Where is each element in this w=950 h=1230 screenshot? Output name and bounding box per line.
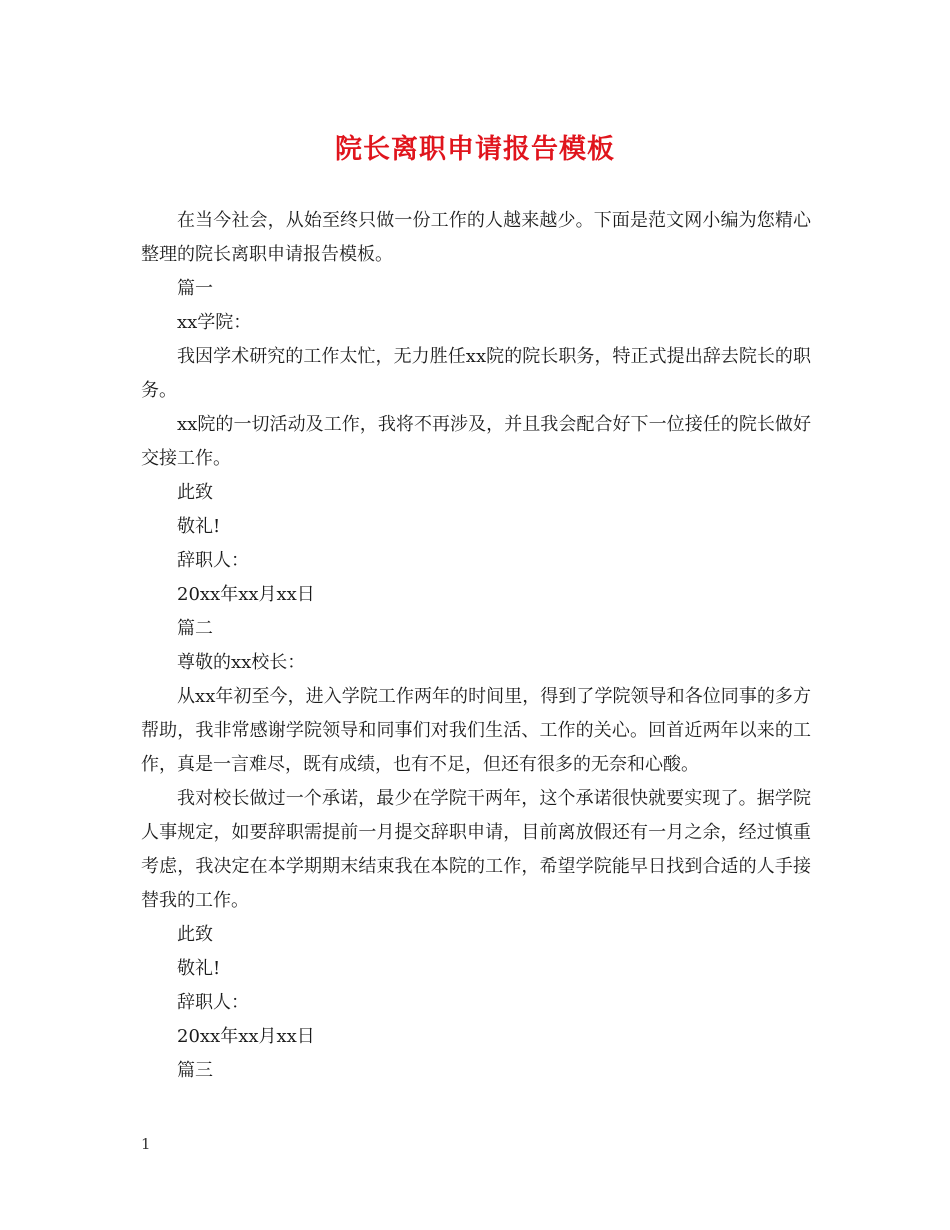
paragraph-1b: xx院的一切活动及工作，我将不再涉及，并且我会配合好下一位接任的院长做好交接工作。 xyxy=(141,414,811,469)
paragraph-intro: 在当今社会，从始至终只做一份工作的人越来越少。下面是范文网小编为您精心整理的院长离职申请报告模板。 xyxy=(141,210,811,265)
paragraph-2a: 从xx年初至今，进入学院工作两年的时间里，得到了学院领导和各位同事的多方帮助，我非常感谢学院领导和同事们对我们生活、工作的关心。回首近两年以来的工作，真是一言难尽，既有成绩，也有不足，但还有很多的无奈和心酸。 xyxy=(141,686,811,775)
regards-2: 敬礼! xyxy=(177,958,221,979)
document-title: 院长离职申请报告模板 xyxy=(335,134,615,165)
paragraph-2b: 我对校长做过一个承诺，最少在学院干两年，这个承诺很快就要实现了。据学院人事规定，如要辞职需提前一月提交辞职申请，目前离放假还有一月之余，经过慎重考虑，我决定在本学期期末结束我在本院的工作，希望学院能早日找到合适的人手接替我的工作。 xyxy=(141,788,811,911)
salutation-1: xx学院： xyxy=(177,312,252,333)
section-heading-2: 篇二 xyxy=(177,618,213,639)
signer-1: 辞职人： xyxy=(177,550,249,571)
closing-2: 此致 xyxy=(177,924,213,945)
page-number: 1 xyxy=(141,1135,151,1153)
date-2: 20xx年xx月xx日 xyxy=(177,1026,315,1047)
closing-1: 此致 xyxy=(177,482,213,503)
section-heading-1: 篇一 xyxy=(177,278,213,299)
regards-1: 敬礼! xyxy=(177,516,221,537)
paragraph-1a: 我因学术研究的工作太忙，无力胜任xx院的院长职务，特正式提出辞去院长的职务。 xyxy=(141,346,811,401)
signer-2: 辞职人： xyxy=(177,992,249,1013)
section-heading-3: 篇三 xyxy=(177,1060,213,1081)
document-body xyxy=(141,204,811,1088)
date-1: 20xx年xx月xx日 xyxy=(177,584,315,605)
salutation-2: 尊敬的xx校长： xyxy=(177,652,306,673)
